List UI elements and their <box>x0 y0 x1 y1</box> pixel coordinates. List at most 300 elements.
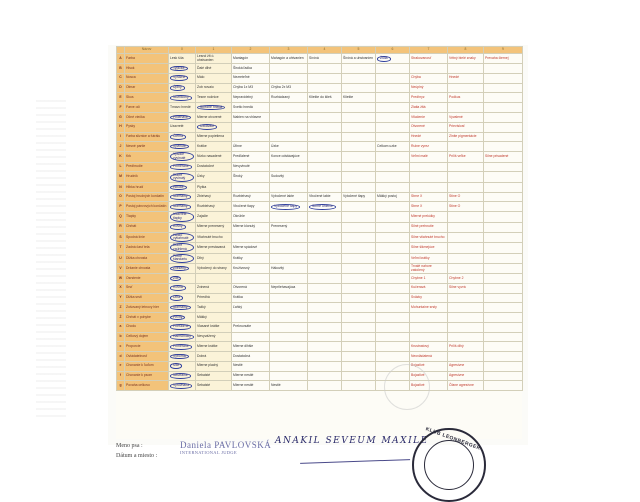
table-cell <box>270 322 308 332</box>
table-cell <box>169 332 196 342</box>
row-letter: D <box>117 83 125 93</box>
table-cell: Vtlačenie <box>410 112 448 122</box>
table-cell: Prenesený <box>270 222 308 232</box>
table-cell <box>270 303 308 313</box>
table-cell: Bojazlivé <box>410 381 448 391</box>
table-cell <box>376 182 410 192</box>
table-cell <box>169 274 196 284</box>
table-cell <box>270 332 308 342</box>
row-letter: J <box>117 142 125 152</box>
table-cell: Strne X <box>410 202 448 212</box>
table-cell <box>484 112 523 122</box>
table-cell: Mierne spádové <box>232 243 270 254</box>
table-cell <box>169 253 196 264</box>
table-cell <box>169 371 196 381</box>
table-cell <box>308 352 342 362</box>
row-letter: b <box>117 332 125 342</box>
row-criterion: Ovládatelnosť <box>125 352 169 362</box>
table-cell: Vtiahnuté brucho <box>196 232 232 243</box>
table-cell <box>448 103 484 113</box>
row-criterion: Farve očí <box>125 103 169 113</box>
table-cell: Chýba 1x M3 <box>232 83 270 93</box>
row-letter: N <box>117 182 125 192</box>
table-cell <box>308 313 342 323</box>
row-letter: R <box>117 222 125 232</box>
table-cell <box>376 122 410 132</box>
table-row <box>117 283 523 293</box>
table-cell <box>484 243 523 254</box>
circled-selection: Vyvinuté <box>170 144 189 150</box>
table-row <box>117 54 523 64</box>
table-cell <box>308 342 342 352</box>
table-cell <box>232 313 270 323</box>
table-cell <box>376 232 410 243</box>
row-criterion: Chovanie k ľuďom <box>125 361 169 371</box>
row-letter: P <box>117 202 125 212</box>
table-cell <box>376 332 410 342</box>
table-row <box>117 253 523 264</box>
table-cell: Vrttný bielé znaky <box>448 54 484 64</box>
column-header: 5 <box>342 47 376 54</box>
table-cell <box>169 322 196 332</box>
table-cell: Kruživosný <box>232 264 270 274</box>
column-header: 3 <box>270 47 308 54</box>
row-criterion: Proporcie <box>125 342 169 352</box>
row-criterion: Držanie chvosta <box>125 264 169 274</box>
table-row <box>117 293 523 303</box>
circled-selection: Výborná <box>170 354 189 360</box>
table-cell <box>308 152 342 163</box>
table-cell <box>448 222 484 232</box>
table-cell <box>308 142 342 152</box>
table-cell: Zajačie <box>196 212 232 223</box>
circled-selection: Dlhá <box>170 295 183 301</box>
row-criterion: Tlapky <box>125 212 169 223</box>
table-cell: Veľmi krátky <box>410 253 448 264</box>
table-cell <box>232 274 270 284</box>
table-cell <box>308 162 342 172</box>
table-row <box>117 322 523 332</box>
circled-selection: Neutrálne <box>170 373 191 379</box>
table-cell <box>448 142 484 152</box>
row-criterion: Nosca <box>125 73 169 83</box>
table-cell: Mierne otvorené <box>196 112 232 122</box>
header-row <box>117 47 523 54</box>
table-cell: Mierne nestié <box>232 371 270 381</box>
table-cell <box>270 162 308 172</box>
row-letter: E <box>117 93 125 103</box>
table-cell <box>484 232 523 243</box>
table-cell <box>169 381 196 391</box>
table-cell: Rozhádzaný <box>270 93 308 103</box>
judge-name: Daniela PAVLOVSKÁ <box>180 440 272 450</box>
table-cell: Ľahký <box>232 303 270 313</box>
table-cell <box>342 64 376 74</box>
table-cell <box>169 83 196 93</box>
table-cell <box>169 283 196 293</box>
table-cell <box>270 232 308 243</box>
table-cell: Mierne krátke <box>196 342 232 352</box>
table-cell <box>376 112 410 122</box>
circled-selection: Dobre vyvinutý <box>170 173 194 182</box>
table-cell <box>410 162 448 172</box>
bleed-through-text <box>36 100 66 420</box>
table-cell <box>232 182 270 192</box>
table-cell <box>376 132 410 142</box>
table-cell <box>308 182 342 192</box>
table-cell <box>308 361 342 371</box>
table-cell <box>448 212 484 223</box>
table-cell <box>376 352 410 362</box>
judge-title: INTERNATIONAL JUDGE <box>180 450 237 455</box>
circled-selection: Typické <box>170 66 188 72</box>
row-letter: L <box>117 162 125 172</box>
table-cell: Bojazlivé <box>410 371 448 381</box>
table-cell <box>342 371 376 381</box>
row-letter: G <box>117 112 125 122</box>
table-cell <box>410 64 448 74</box>
table-cell <box>196 103 232 113</box>
table-cell <box>342 274 376 284</box>
row-criterion: Predhrudie <box>125 162 169 172</box>
table-cell <box>308 232 342 243</box>
table-cell <box>376 73 410 83</box>
table-cell: Kučeravá <box>410 283 448 293</box>
table-cell <box>169 172 196 183</box>
table-cell <box>376 253 410 264</box>
circled-selection: Milé <box>170 363 182 369</box>
table-cell: Prekruvsáte <box>232 322 270 332</box>
table-cell <box>448 264 484 274</box>
table-cell: Nestié <box>232 361 270 371</box>
table-cell: Mierne dlhšie <box>232 342 270 352</box>
table-cell: Krátke <box>196 142 232 152</box>
table-cell <box>448 83 484 93</box>
table-cell: Kliešte do klieš <box>308 93 342 103</box>
row-criterion: Chrbát v pohybe <box>125 313 169 323</box>
table-cell <box>169 232 196 243</box>
row-criterion: Hlsok <box>125 64 169 74</box>
table-cell: Ďalé dlhé <box>196 64 232 74</box>
judge-stamp <box>180 440 290 466</box>
table-cell: Lesk šíía <box>169 54 196 64</box>
table-cell: Hnedé <box>448 73 484 83</box>
table-cell <box>410 182 448 192</box>
table-cell <box>308 83 342 93</box>
table-cell <box>308 112 342 122</box>
table-cell: Príliš dlhý <box>448 342 484 352</box>
evaluation-table <box>116 46 523 391</box>
table-cell <box>342 142 376 152</box>
row-letter: Ž <box>117 313 125 323</box>
handwritten-signature: ANAKIL SEVEUM MAXILE <box>275 436 429 446</box>
table-cell: Veľmi malé <box>410 152 448 163</box>
table-cell: Agresívne <box>448 371 484 381</box>
table-cell <box>169 192 196 202</box>
table-cell: Trvalé nahore zatočený <box>410 264 448 274</box>
table-cell: Príliš veľke <box>448 152 484 163</box>
table-cell: Vybočené lakte <box>270 192 308 202</box>
table-cell <box>342 361 376 371</box>
table-cell <box>376 152 410 163</box>
table-cell <box>448 243 484 254</box>
row-criterion: Chovanie k psom <box>125 371 169 381</box>
circled-selection: Pevný <box>170 315 185 321</box>
table-cell <box>376 274 410 284</box>
table-cell: Zlnite pigmentácie <box>448 132 484 142</box>
table-cell <box>342 283 376 293</box>
table-cell <box>484 274 523 284</box>
table-cell <box>308 64 342 74</box>
table-cell <box>376 293 410 303</box>
table-cell <box>308 73 342 83</box>
table-cell <box>342 264 376 274</box>
table-cell <box>376 342 410 352</box>
table-cell <box>169 222 196 232</box>
table-cell <box>270 122 308 132</box>
table-cell <box>448 162 484 172</box>
circled-selection: Hlboké <box>170 185 187 191</box>
table-cell: Zvinená <box>196 283 232 293</box>
table-cell: Nezreteľné <box>232 73 270 83</box>
table-cell: Lesnd žlt ó. uhstvanien <box>196 54 232 64</box>
table-cell <box>376 313 410 323</box>
table-cell <box>376 243 410 254</box>
table-cell <box>484 93 523 103</box>
table-cell <box>448 313 484 323</box>
table-cell: Silne šikmejúce <box>410 243 448 254</box>
table-cell <box>484 361 523 371</box>
row-criterion: Krk <box>125 152 169 163</box>
circled-selection: Prebe štandartu <box>170 254 194 263</box>
table-cell <box>169 162 196 172</box>
circled-selection: Normálny <box>170 194 191 200</box>
table-cell: Chýba <box>410 73 448 83</box>
table-cell <box>308 222 342 232</box>
table-cell: Vbočené tlapy <box>232 202 270 212</box>
table-row <box>117 122 523 132</box>
table-cell: Celkom uzke <box>376 142 410 152</box>
table-cell <box>410 313 448 323</box>
table-cell <box>484 162 523 172</box>
table-cell <box>342 243 376 254</box>
row-criterion: Zošovaný letnovy hier <box>125 303 169 313</box>
table-cell: Otvorené <box>410 122 448 132</box>
table-cell: Zlatia žltá <box>410 103 448 113</box>
faded-center-stamp <box>384 364 430 410</box>
table-cell <box>342 232 376 243</box>
table-cell <box>342 222 376 232</box>
table-row <box>117 192 523 202</box>
table-cell <box>169 264 196 274</box>
table-cell: Rulne vyrez <box>410 142 448 152</box>
table-cell: Silné prehnutie <box>410 222 448 232</box>
table-cell: Mierne prenesený <box>196 222 232 232</box>
table-cell <box>342 322 376 332</box>
table-cell: Sudovitý <box>270 172 308 183</box>
table-cell <box>376 64 410 74</box>
table-cell <box>169 73 196 83</box>
table-cell <box>376 303 410 313</box>
table-cell <box>169 142 196 152</box>
row-criterion: Postoj pánvových končatín <box>125 202 169 212</box>
table-cell: Agresívne <box>448 361 484 371</box>
circled-selection: Dobre zaúhlená <box>170 243 194 252</box>
column-header: 9 <box>484 47 523 54</box>
table-cell <box>484 253 523 264</box>
table-cell <box>484 64 523 74</box>
row-letter: B <box>117 64 125 74</box>
table-cell: Okrúhle <box>232 212 270 223</box>
table-cell: Neprilehavajúca <box>270 283 308 293</box>
table-row <box>117 182 523 192</box>
table-cell <box>169 202 196 212</box>
date-place-label: Dátum a miesto : <box>116 453 158 459</box>
round-stamp-text: KLUB LEONBERGER <box>424 426 482 452</box>
table-body <box>117 54 523 391</box>
circled-selection: Zlie <box>170 276 181 282</box>
table-cell <box>169 293 196 303</box>
table-cell <box>376 54 410 64</box>
row-letter: F <box>117 103 125 113</box>
table-cell: Dostatočná <box>232 352 270 362</box>
table-cell <box>448 182 484 192</box>
table-cell <box>484 103 523 113</box>
table-row <box>117 83 523 93</box>
row-letter: Q <box>117 212 125 223</box>
row-letter: M <box>117 172 125 183</box>
table-cell <box>270 342 308 352</box>
table-row <box>117 264 523 274</box>
row-criterion: Dĺžka srsti <box>125 293 169 303</box>
table-cell: Mierne klonutý <box>232 222 270 232</box>
row-letter: f <box>117 371 125 381</box>
table-cell <box>376 322 410 332</box>
table-cell <box>484 142 523 152</box>
table-cell <box>270 352 308 362</box>
circled-selection: Úplný <box>170 85 185 91</box>
table-cell: Zbiehavý <box>196 192 232 202</box>
table-cell <box>448 352 484 362</box>
table-cell <box>410 322 448 332</box>
evaluation-sheet <box>116 46 522 439</box>
table-cell <box>448 322 484 332</box>
table-cell <box>448 303 484 313</box>
table-cell: Priredhá <box>196 293 232 303</box>
table-row <box>117 93 523 103</box>
table-cell <box>376 162 410 172</box>
table-cell <box>270 371 308 381</box>
table-cell <box>270 103 308 113</box>
table-row <box>117 172 523 183</box>
circled-selection: Normálny <box>170 204 191 210</box>
table-cell <box>376 172 410 183</box>
row-letter: U <box>117 253 125 264</box>
table-cell: Mierne prestavaná <box>196 243 232 254</box>
row-letter: K <box>117 152 125 163</box>
table-cell: Mierne plachý <box>196 361 232 371</box>
table-cell: Stine O <box>448 202 484 212</box>
table-cell <box>342 83 376 93</box>
table-cell <box>342 103 376 113</box>
table-row <box>117 222 523 232</box>
table-cell <box>270 212 308 223</box>
table-cell: Silne vyvrá <box>448 283 484 293</box>
table-cell <box>484 371 523 381</box>
club-round-stamp <box>412 428 486 502</box>
header-corner <box>117 47 125 54</box>
table-row <box>117 112 523 122</box>
table-row <box>117 152 523 163</box>
row-criterion: Dĺžka chvosta <box>125 253 169 264</box>
table-cell <box>308 381 342 391</box>
table-cell <box>308 172 342 183</box>
table-cell <box>448 64 484 74</box>
table-cell: Úzke <box>270 142 308 152</box>
table-cell <box>484 122 523 132</box>
table-cell <box>270 361 308 371</box>
row-letter: A <box>117 54 125 64</box>
table-cell: Široký <box>232 172 270 183</box>
table-row <box>117 103 523 113</box>
table-cell <box>308 293 342 303</box>
table-cell <box>342 122 376 132</box>
circled-selection: Nožnicový <box>170 95 192 101</box>
table-cell: Mierne nestié <box>232 381 270 391</box>
table-cell <box>410 332 448 342</box>
table-cell: Úzky <box>196 172 232 183</box>
circled-selection: Ľahko vytiahnuté <box>170 233 194 242</box>
table-cell <box>169 352 196 362</box>
table-cell <box>270 253 308 264</box>
row-criterion: Farba <box>125 54 169 64</box>
table-cell <box>376 222 410 232</box>
table-cell: Krátky <box>232 253 270 264</box>
row-criterion: Olmar <box>125 83 169 93</box>
table-cell: Rozbiehavý <box>196 202 232 212</box>
row-criterion: Celkový dojem <box>125 332 169 342</box>
table-cell: Otvorená <box>232 283 270 293</box>
table-row <box>117 371 523 381</box>
table-cell <box>342 342 376 352</box>
table-row <box>117 332 523 342</box>
table-cell: Chybne 2 <box>448 274 484 284</box>
table-cell: Strakovanosť <box>410 54 448 64</box>
table-cell: Prevaha čiernej <box>484 54 523 64</box>
table-cell <box>484 264 523 274</box>
circled-selection: Rovná <box>170 285 186 291</box>
row-criterion: Srsť <box>125 283 169 293</box>
table-cell <box>169 132 196 142</box>
table-cell <box>448 293 484 303</box>
table-row <box>117 132 523 142</box>
table-cell <box>376 212 410 223</box>
table-cell <box>169 303 196 313</box>
table-cell: Uzavreté <box>169 122 196 132</box>
row-criterion: Pysky <box>125 122 169 132</box>
table-cell: Mierne popietiena <box>196 132 232 142</box>
table-cell: Nevyvinuté <box>232 162 270 172</box>
table-cell <box>232 332 270 342</box>
table-cell: Nepravidelný <box>232 93 270 103</box>
table-cell <box>342 352 376 362</box>
table-cell <box>270 274 308 284</box>
table-cell: Málo <box>196 73 232 83</box>
table-cell: Silne vtiahnuté brucho <box>410 232 448 243</box>
table-cell: Mantagón <box>232 54 270 64</box>
row-criterion: Postoj hrudných končatin <box>125 192 169 202</box>
table-cell <box>169 93 196 103</box>
